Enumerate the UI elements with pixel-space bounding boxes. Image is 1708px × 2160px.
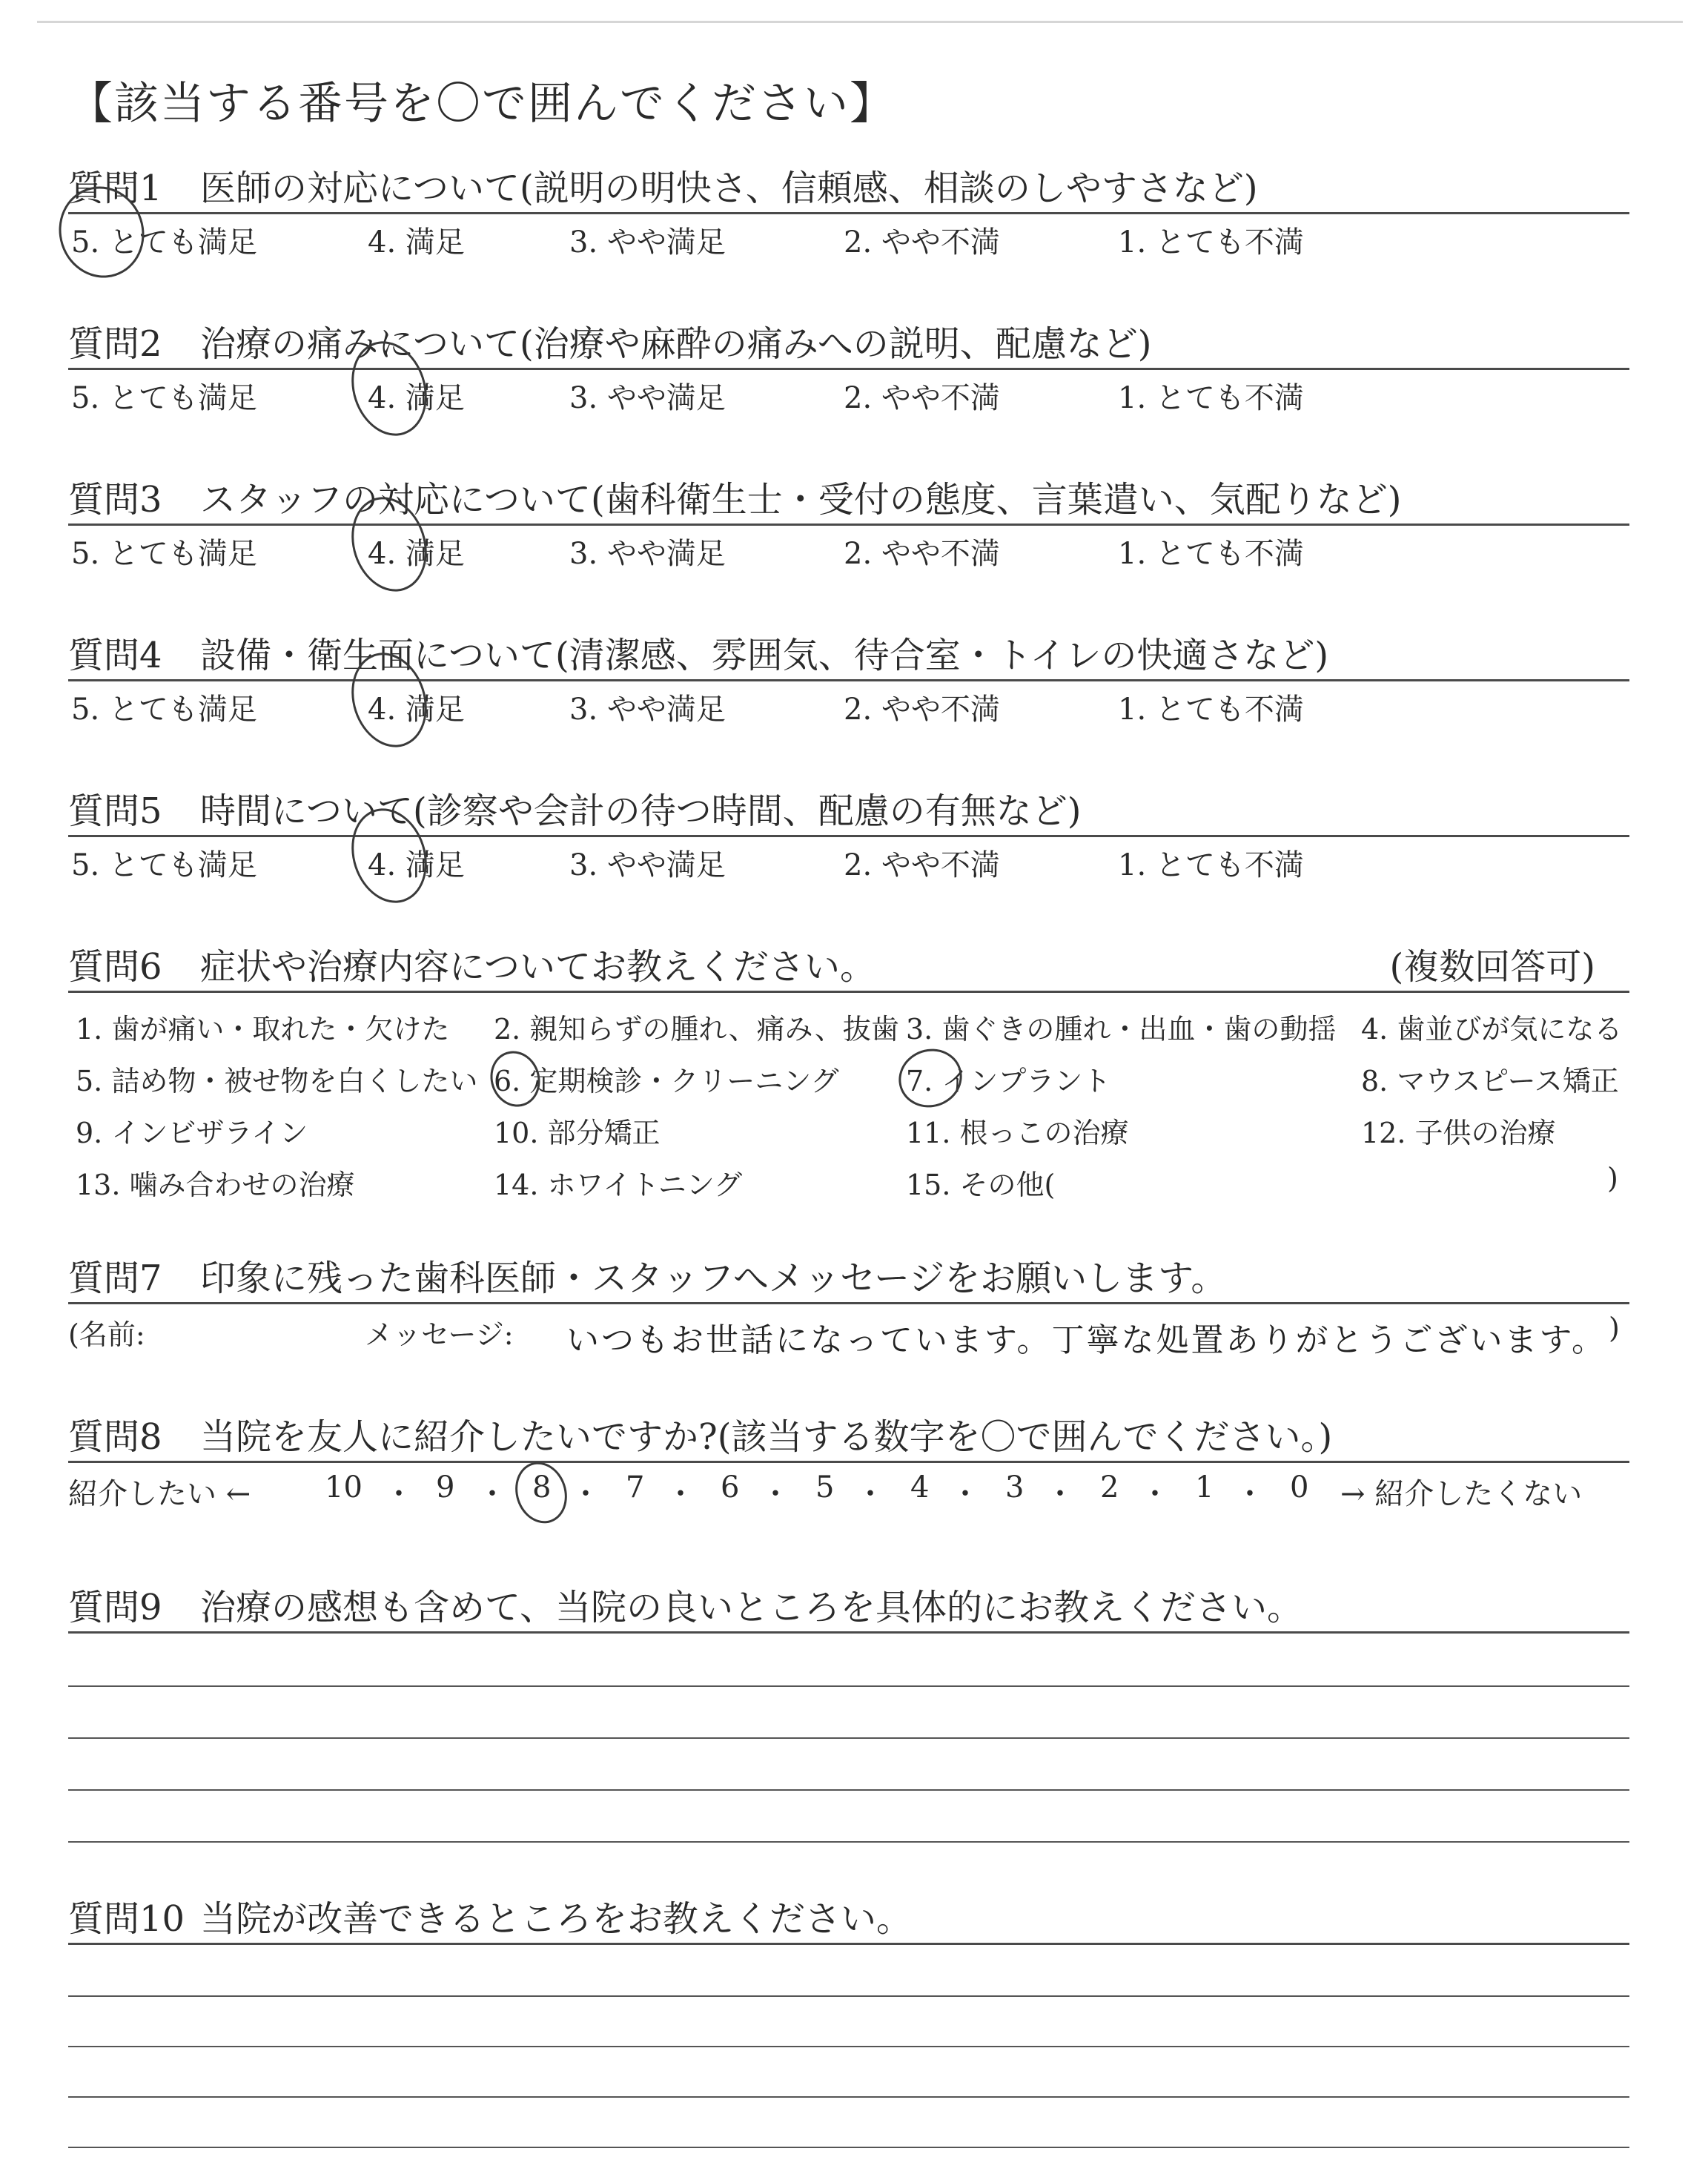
question-10: [68, 1895, 1625, 1945]
symptom-option-9[interactable]: 9. インビザライン: [76, 1117, 308, 1149]
selected-circle-mark: [483, 1045, 547, 1114]
question-4: [68, 632, 1625, 729]
question-text: 当院を友人に紹介したいですか?(該当する数字を〇で囲んでください。): [200, 1416, 1333, 1458]
question-number: 質問8: [68, 1416, 162, 1458]
question-text: 治療の痛みについて(治療や麻酔の痛みへの説明、配慮など): [200, 323, 1152, 365]
scale-6[interactable]: 6: [721, 1470, 740, 1505]
rating-options: [68, 526, 1625, 573]
option-4[interactable]: 4. 満足: [368, 225, 465, 260]
question-number: 質問3: [68, 479, 162, 521]
question-text: 医師の対応について(説明の明快さ、信頼感、相談のしやすさなど): [200, 168, 1258, 209]
question-2: [68, 320, 1625, 417]
question-3: [68, 476, 1625, 573]
writing-line: [68, 1737, 1629, 1739]
symptom-option-5[interactable]: 5. 詰め物・被せ物を白くしたい: [76, 1065, 478, 1097]
symptom-option-3[interactable]: 3. 歯ぐきの腫れ・出血・歯の動揺: [906, 1013, 1337, 1046]
writing-line: [68, 1685, 1629, 1687]
multiple-answer-note: (複数回答可): [1389, 946, 1595, 988]
scale-dot: ・: [666, 1477, 695, 1511]
option-2[interactable]: 2. やや不満: [844, 848, 1000, 882]
other-close-paren: ): [1607, 1162, 1618, 1195]
option-1[interactable]: 1. とても不満: [1118, 693, 1304, 727]
writing-line: [68, 2046, 1629, 2047]
message-label: メッセージ:: [365, 1318, 514, 1351]
question-8: [68, 1413, 1625, 1515]
symptom-option-14[interactable]: 14. ホワイトニング: [494, 1169, 743, 1201]
rating-options: [68, 214, 1625, 262]
question-number: 質問2: [68, 323, 162, 365]
question-1: [68, 165, 1625, 262]
question-6: [68, 943, 1625, 1215]
symptom-option-8[interactable]: 8. マウスピース矯正: [1361, 1065, 1619, 1097]
scale-8[interactable]: 8: [532, 1470, 552, 1505]
scale-dot: ・: [1235, 1477, 1265, 1511]
option-1[interactable]: 1. とても不満: [1118, 225, 1304, 260]
option-1[interactable]: 1. とても不満: [1118, 848, 1304, 882]
rating-options: [68, 370, 1625, 417]
rating-options: [68, 837, 1625, 885]
symptom-option-2[interactable]: 2. 親知らずの腫れ、痛み、抜歯: [494, 1013, 899, 1046]
scale-dot: ・: [1140, 1477, 1170, 1511]
scale-4[interactable]: 4: [910, 1470, 930, 1505]
divider: [68, 1631, 1629, 1634]
option-4[interactable]: 4. 満足: [368, 848, 465, 882]
option-1[interactable]: 1. とても不満: [1118, 537, 1304, 571]
scale-5[interactable]: 5: [815, 1470, 835, 1505]
scale-left-label: 紹介したい ←: [68, 1477, 251, 1511]
question-number: 質問7: [68, 1258, 162, 1299]
scale-dot: ・: [855, 1477, 885, 1511]
option-4[interactable]: 4. 満足: [368, 381, 465, 415]
question-text: 症状や治療内容についてお教えください。: [200, 946, 876, 988]
symptom-options: [68, 993, 1625, 1215]
writing-line: [68, 2096, 1629, 2098]
option-2[interactable]: 2. やや不満: [844, 381, 1000, 415]
question-number: 質問1: [68, 168, 162, 209]
option-4[interactable]: 4. 満足: [368, 693, 465, 727]
recommend-scale: [68, 1463, 1625, 1515]
scale-0[interactable]: 0: [1290, 1470, 1309, 1505]
scale-dot: ・: [1045, 1477, 1075, 1511]
option-2[interactable]: 2. やや不満: [844, 225, 1000, 260]
question-5: [68, 787, 1625, 885]
scale-10[interactable]: 10: [325, 1470, 363, 1505]
scale-1[interactable]: 1: [1195, 1470, 1214, 1505]
selected-circle-mark: [508, 1456, 575, 1530]
symptom-option-1[interactable]: 1. 歯が痛い・取れた・欠けた: [76, 1013, 450, 1046]
symptom-option-13[interactable]: 13. 噛み合わせの治療: [76, 1169, 355, 1201]
option-1[interactable]: 1. とても不満: [1118, 381, 1304, 415]
page-title: 【該当する番号を〇で囲んでください】: [68, 78, 896, 130]
writing-line: [68, 2147, 1629, 2148]
question-text: スタッフの対応について(歯科衛生士・受付の態度、言葉遣い、気配りなど): [200, 479, 1402, 521]
symptom-option-10[interactable]: 10. 部分矯正: [494, 1117, 661, 1149]
question-number: 質問9: [68, 1587, 162, 1628]
scale-dot: ・: [761, 1477, 790, 1511]
question-number: 質問4: [68, 635, 162, 676]
question-text: 時間について(診察や会計の待つ時間、配慮の有無など): [200, 790, 1082, 832]
option-2[interactable]: 2. やや不満: [844, 693, 1000, 727]
message-close-paren: ): [1609, 1312, 1620, 1344]
name-label: (名前:: [68, 1318, 145, 1351]
symptom-option-7[interactable]: 7. インプラント: [906, 1065, 1111, 1097]
question-number: 質問10: [68, 1898, 185, 1940]
scale-3[interactable]: 3: [1005, 1470, 1025, 1505]
question-9: [68, 1584, 1625, 1634]
option-3[interactable]: 3. やや満足: [569, 537, 726, 571]
option-2[interactable]: 2. やや不満: [844, 537, 1000, 571]
option-3[interactable]: 3. やや満足: [569, 848, 726, 882]
question-text: 治療の感想も含めて、当院の良いところを具体的にお教えください。: [200, 1587, 1303, 1628]
option-4[interactable]: 4. 満足: [368, 537, 465, 571]
option-3[interactable]: 3. やや満足: [569, 693, 726, 727]
option-3[interactable]: 3. やや満足: [569, 225, 726, 260]
writing-line: [68, 1995, 1629, 1997]
symptom-option-11[interactable]: 11. 根っこの治療: [906, 1117, 1129, 1149]
scale-dot: ・: [571, 1477, 600, 1511]
scale-7[interactable]: 7: [626, 1470, 645, 1505]
writing-line: [68, 1789, 1629, 1791]
option-5[interactable]: 5. とても満足: [71, 848, 257, 882]
option-5[interactable]: 5. とても満足: [71, 537, 257, 571]
divider: [68, 1943, 1629, 1945]
option-5[interactable]: 5. とても満足: [71, 693, 257, 727]
handwritten-message[interactable]: いつもお世話になっています。丁寧な処置ありがとうございます。: [566, 1321, 1606, 1359]
question-text: 当院が改善できるところをお教えください。: [200, 1898, 913, 1940]
scale-dot: ・: [950, 1477, 980, 1511]
question-number: 質問6: [68, 946, 162, 988]
question-7: [68, 1255, 1625, 1359]
symptom-option-12[interactable]: 12. 子供の治療: [1361, 1117, 1556, 1149]
symptom-option-15[interactable]: 15. その他(: [906, 1169, 1056, 1201]
question-text: 設備・衛生面について(清潔感、雰囲気、待合室・トイレの快適さなど): [200, 635, 1329, 676]
option-5[interactable]: 5. とても満足: [71, 381, 257, 415]
selected-circle-mark: [891, 1041, 970, 1116]
question-number: 質問5: [68, 790, 162, 832]
scale-right-label: → 紹介したくない: [1340, 1477, 1583, 1511]
message-row: [68, 1304, 1625, 1359]
rating-options: [68, 681, 1625, 729]
writing-line: [68, 1841, 1629, 1843]
top-border: [37, 21, 1683, 23]
question-text: 印象に残った歯科医師・スタッフへメッセージをお願いします。: [200, 1258, 1227, 1299]
option-5[interactable]: 5. とても満足: [71, 225, 257, 260]
option-3[interactable]: 3. やや満足: [569, 381, 726, 415]
symptom-option-4[interactable]: 4. 歯並びが気になる: [1361, 1013, 1623, 1046]
scale-dot: ・: [477, 1477, 507, 1511]
scale-9[interactable]: 9: [436, 1470, 455, 1505]
scale-2[interactable]: 2: [1100, 1470, 1119, 1505]
symptom-option-6[interactable]: 6. 定期検診・クリーニング: [494, 1065, 839, 1097]
scale-dot: ・: [384, 1477, 414, 1511]
